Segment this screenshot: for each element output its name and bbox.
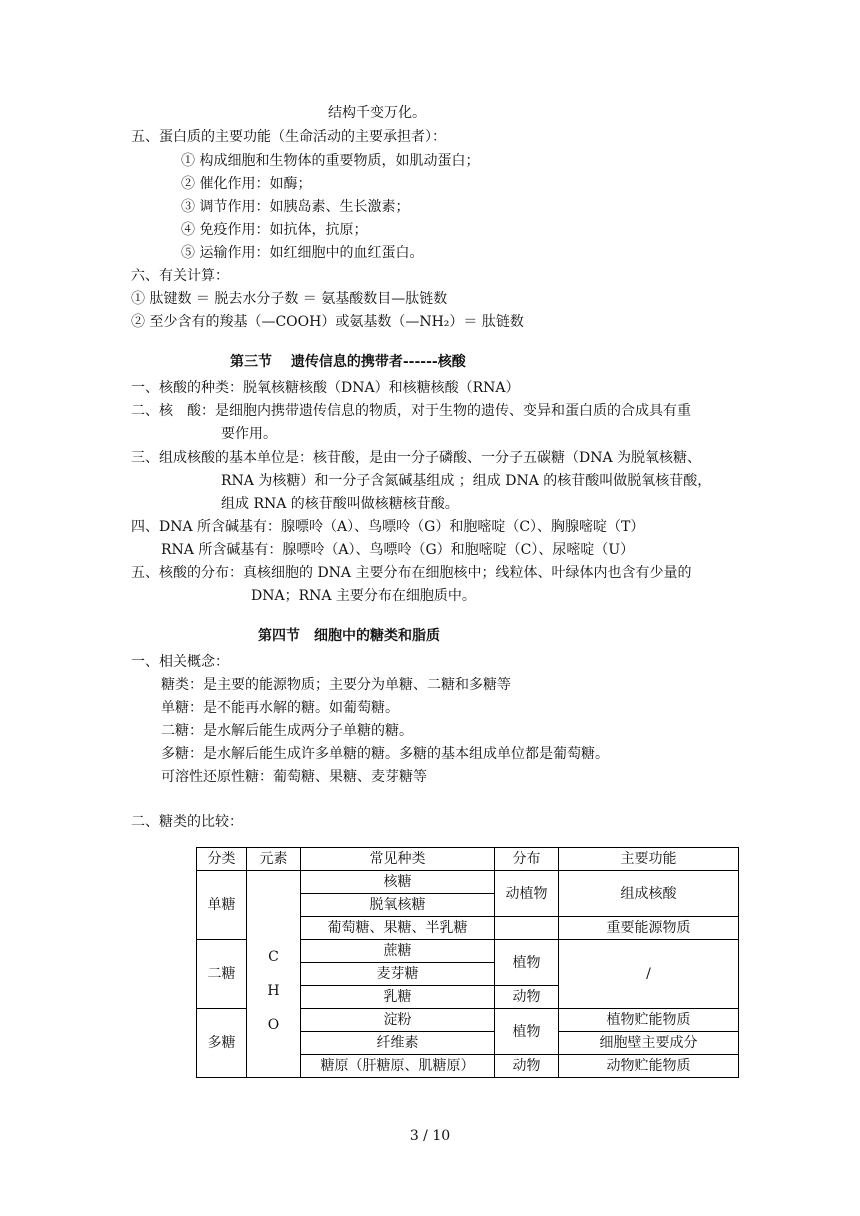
sugar-comparison-table [196,847,739,1078]
text-line: 四、DNA 所含碱基有：腺嘌呤（A）、鸟嘌呤（G）和胞嘧啶（C）、胸腺嘧啶（T） [131,519,645,535]
table-cell-function: 组成核酸 [559,871,739,917]
table-cell-distribution: 植物 [495,940,559,986]
text-line: 糖类：是主要的能源物质；主要分为单糖、二糖和多糖等 [161,677,511,693]
table-cell-distribution: 动物 [495,1055,559,1078]
table-cell-kind: 淀粉 [301,1009,495,1032]
element-c: C [268,949,279,965]
text-line: RNA 为核糖）和一分子含氮碱基组成 ；组成 DNA 的核苷酸叫做脱氧核苷酸， [221,473,712,489]
table-cell-distribution: 动物 [495,986,559,1009]
table-header: 常见种类 [301,848,495,871]
text-line: 要作用。 [221,426,277,442]
text-line: 组成 RNA 的核苷酸叫做核糖核苷酸。 [221,496,459,512]
section-title-4: 第四节 细胞中的糖类和脂质 [258,628,440,644]
table-cell-kind: 脱氧核糖 [301,894,495,917]
table-header: 元素 [247,848,301,871]
text-line: 五、核酸的分布：真核细胞的 DNA 主要分布在细胞核中；线粒体、叶绿体内也含有少量的 [131,565,692,581]
table-header-row [197,848,739,871]
text-line: 单糖：是不能再水解的糖。如葡萄糖。 [161,700,399,716]
table-cell-elements [247,871,301,1078]
list-item: ④ 免疫作用：如抗体，抗原； [181,222,368,238]
text-line: 二、糖类的比较： [131,814,243,830]
table-cell-distribution [495,917,559,940]
text-line: 一、核酸的种类：脱氧核糖核酸（DNA）和核糖核酸（RNA） [131,380,520,396]
table-cell-function: 重要能源物质 [559,917,739,940]
table-cell-kind: 葡萄糖、果糖、半乳糖 [301,917,495,940]
table-cell-kind: 糖原（肝糖原、肌糖原） [301,1055,495,1078]
list-item: ⑤ 运输作用：如红细胞中的血红蛋白。 [181,245,424,261]
list-item: ② 催化作用：如酶； [181,176,312,192]
text-line: 多糖：是水解后能生成许多单糖的糖。多糖的基本组成单位都是葡萄糖。 [161,746,609,762]
table-cell-kind: 乳糖 [301,986,495,1009]
text-line: 二、核 酸：是细胞内携带遗传信息的物质，对于生物的遗传、变异和蛋白质的合成具有重 [131,403,691,419]
table-cell-function: 动物贮能物质 [559,1055,739,1078]
table-row [197,871,739,894]
list-item: ① 构成细胞和生物体的重要物质，如肌动蛋白； [181,153,480,169]
text-line: 结构千变万化。 [328,105,426,121]
list-item: ③ 调节作用：如胰岛素、生长激素； [181,199,410,215]
table-cell-function: 植物贮能物质 [559,1009,739,1032]
table-cell-kind: 核糖 [301,871,495,894]
table-header: 分类 [197,848,247,871]
table-cell-kind: 纤维素 [301,1032,495,1055]
table-cell-category: 二糖 [197,940,247,1009]
text-line: 一、相关概念： [131,654,229,670]
section-title-3: 第三节 遗传信息的携带者------核酸 [230,354,466,370]
element-h: H [267,983,280,999]
text-line: DNA；RNA 主要分布在细胞质中。 [251,588,476,604]
table-cell-distribution: 动植物 [495,871,559,917]
table-cell-function: / [559,940,739,1009]
list-item: ② 至少含有的羧基（—COOH）或氨基数（—NH₂）＝ 肽链数 [131,314,524,330]
text-line: 可溶性还原性糖：葡萄糖、果糖、麦芽糖等 [161,769,427,785]
table-cell-kind: 麦芽糖 [301,963,495,986]
heading-protein-functions: 五、蛋白质的主要功能（生命活动的主要承担者）： [131,129,446,145]
page-number: 3 / 10 [409,1128,451,1144]
table-cell-category: 多糖 [197,1009,247,1078]
table-header: 分布 [495,848,559,871]
table-cell-function: 细胞壁主要成分 [559,1032,739,1055]
text-line: RNA 所含碱基有：腺嘌呤（A）、鸟嘌呤（G）和胞嘧啶（C）、尿嘧啶（U） [161,542,635,558]
element-o: O [267,1017,280,1033]
table-cell-kind: 蔗糖 [301,940,495,963]
table-cell-distribution: 植物 [495,1009,559,1055]
table-cell-category: 单糖 [197,871,247,940]
text-line: 三、组成核酸的基本单位是：核苷酸，是由一分子磷酸、一分子五碳糖（DNA 为脱氧核糖、 [131,450,702,466]
list-item: ① 肽键数 ＝ 脱去水分子数 ＝ 氨基酸数目—肽链数 [131,291,448,307]
text-line: 二糖：是水解后能生成两分子单糖的糖。 [161,723,413,739]
table-header: 主要功能 [559,848,739,871]
heading-calculation: 六、有关计算： [131,268,229,284]
